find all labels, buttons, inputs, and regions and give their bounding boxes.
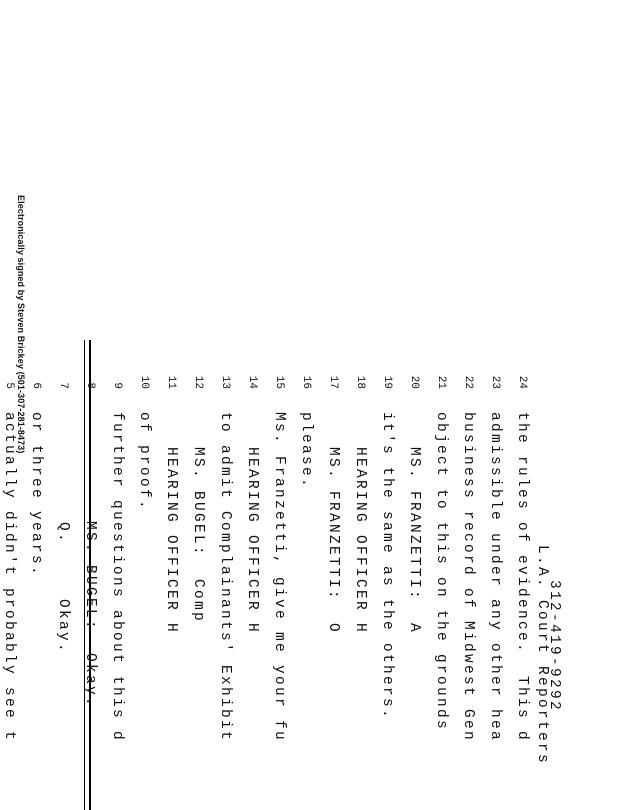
line-number: 17 <box>327 375 339 389</box>
transcript-line-text: object to this on the grounds <box>433 412 449 732</box>
transcript-line-text: HEARING OFFICER H <box>163 447 179 635</box>
transcript-line-text: Q. Okay. <box>55 522 71 655</box>
transcript-line-text: to admit Complainants' Exhibit <box>217 412 233 743</box>
line-number: 21 <box>435 375 447 389</box>
line-number: 20 <box>408 375 420 389</box>
transcript-line-text: please. <box>298 412 314 490</box>
transcript-line-text: the rules of evidence. This d <box>514 412 530 743</box>
transcript-line-text: further questions about this d <box>109 412 125 743</box>
transcript-line-text: admissible under any other hea <box>487 412 503 743</box>
line-number: 10 <box>138 375 150 389</box>
line-number: 22 <box>462 375 474 389</box>
line-number: 11 <box>165 375 177 389</box>
line-number: 7 <box>57 382 69 389</box>
line-number: 24 <box>516 375 528 389</box>
transcript-line-text: HEARING OFFICER H <box>352 447 368 635</box>
transcript-line-text: or three years. <box>28 412 44 578</box>
footer-reporter-name: L.A. Court Reporters <box>534 545 550 766</box>
line-number: 15 <box>273 375 285 389</box>
line-number: 8 <box>84 382 96 389</box>
transcript-line-text: MS. FRANZETTI: A <box>406 447 422 635</box>
electronic-signature-stamp: Electronically signed by Steven Brickey (501-307-281-8473) <box>16 195 26 454</box>
line-number: 16 <box>300 375 312 389</box>
line-number: 5 <box>3 382 15 389</box>
transcript-line-text: MS. BUGEL: Okay. <box>82 521 98 709</box>
line-number: 23 <box>489 375 501 389</box>
transcript-line-text: it's the same as the others. <box>379 412 395 721</box>
line-number: 19 <box>381 375 393 389</box>
footer-phone: 312-419-9292 <box>546 580 562 713</box>
transcript-line-text: actually didn't probably see t <box>1 412 17 743</box>
transcript-line-text: MS. BUGEL: Comp <box>190 447 206 624</box>
transcript-line-text: business record of Midwest Gen <box>460 412 476 743</box>
line-number: 13 <box>219 375 231 389</box>
transcript-line-text: HEARING OFFICER H <box>244 447 260 635</box>
transcript-line-text: of proof. <box>136 412 152 512</box>
line-number: 12 <box>192 375 204 389</box>
transcript-line-text: MS. FRANZETTI: O <box>325 447 341 635</box>
line-number: 9 <box>111 382 123 389</box>
line-number: 14 <box>246 375 258 389</box>
transcript-line-text: Ms. Franzetti, give me your fu <box>271 412 287 743</box>
line-number: 18 <box>354 375 366 389</box>
line-number: 6 <box>30 382 42 389</box>
